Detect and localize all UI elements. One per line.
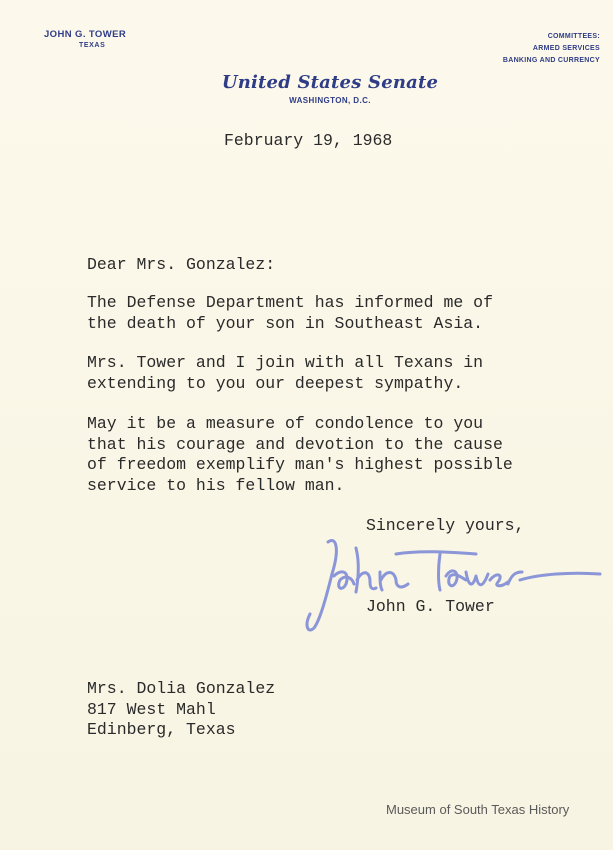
paragraph-line: of freedom exemplify man's highest possible xyxy=(87,455,513,474)
paragraph-line: May it be a measure of condolence to you xyxy=(87,414,484,433)
paragraph-line: service to his fellow man. xyxy=(87,475,345,495)
letterhead-city: WASHINGTON, D.C. xyxy=(289,96,371,105)
paragraph-line: extending to you our deepest sympathy. xyxy=(87,373,464,393)
paragraph-line: Mrs. Tower and I join with all Texans in xyxy=(87,353,484,372)
paragraph-3 xyxy=(87,414,513,496)
sender-state: TEXAS xyxy=(79,42,106,49)
address-line: Edinberg, Texas xyxy=(87,720,236,739)
paragraph-1 xyxy=(87,293,493,334)
typed-signature-name: John G. Tower xyxy=(366,597,495,616)
committee-banking-currency: BANKING AND CURRENCY xyxy=(502,57,600,64)
museum-watermark: Museum of South Texas History xyxy=(386,802,570,817)
closing: Sincerely yours, xyxy=(366,516,525,535)
paragraph-line: that his courage and devotion to the cause xyxy=(87,434,503,454)
handwritten-signature xyxy=(300,528,605,638)
address-line: Mrs. Dolia Gonzalez xyxy=(87,679,276,698)
paragraph-line: the death of your son in Southeast Asia. xyxy=(87,313,484,333)
paragraph-line: The Defense Department has informed me of xyxy=(87,293,493,312)
sender-name: JOHN G. TOWER xyxy=(44,29,127,40)
committee-armed-services: ARMED SERVICES xyxy=(532,45,600,52)
address-line: 817 West Mahl xyxy=(87,699,216,719)
greeting: Dear Mrs. Gonzalez: xyxy=(87,255,276,274)
committees-label: COMMITTEES: xyxy=(547,33,600,40)
recipient-address xyxy=(87,679,275,741)
paragraph-2 xyxy=(87,353,483,394)
letter-date: February 19, 1968 xyxy=(224,131,393,150)
committees-block xyxy=(470,31,600,67)
letterhead-title: United States Senate xyxy=(221,72,439,93)
